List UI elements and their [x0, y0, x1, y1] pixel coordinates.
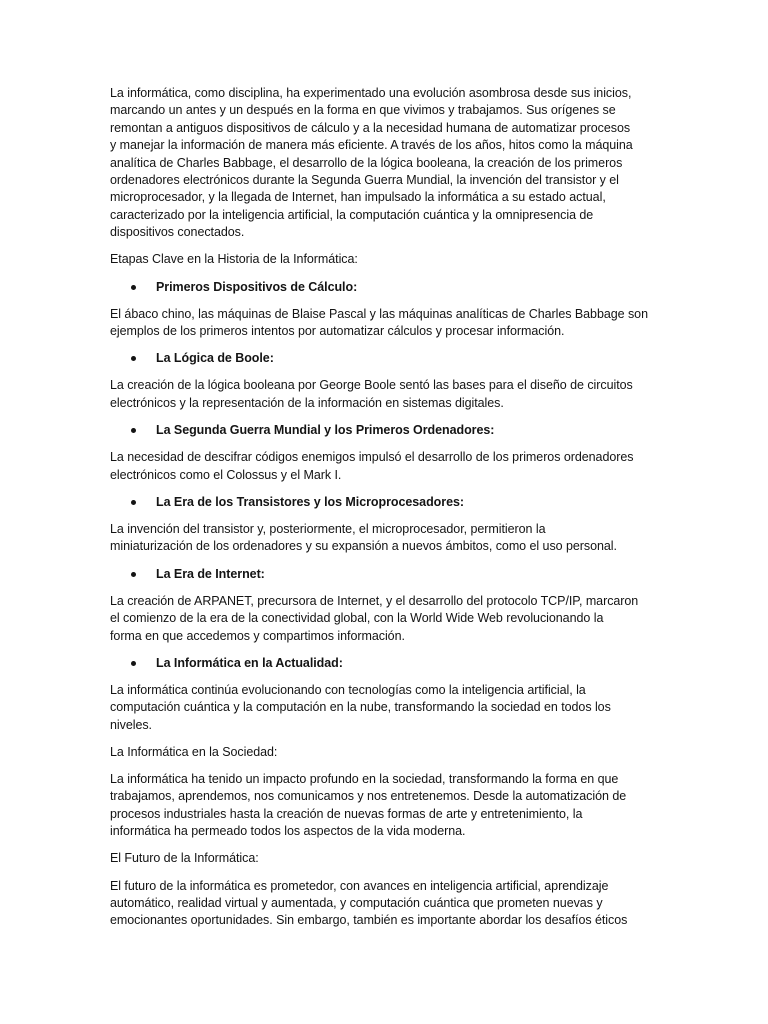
text-line: computación cuántica y la computación en la nube, transformando la sociedad en todos los: [110, 700, 611, 715]
text-line: caracterizado por la inteligencia artificial, la computación cuántica y la omnipresencia de: [110, 207, 594, 222]
list-item-title: Primeros Dispositivos de Cálculo:: [156, 279, 358, 294]
list-item-transistores: [110, 494, 710, 511]
etapa-paragraph: [110, 593, 710, 645]
text-line: dispositivos conectados.: [110, 225, 245, 240]
list-item-primeros-dispositivos: [110, 279, 710, 296]
bullet-icon: [131, 572, 136, 577]
text-line: microprocesador, y la llegada de Internet, han impulsado la informática a su estado actual,: [110, 190, 606, 205]
intro-paragraph: [110, 85, 710, 242]
list-item-title: La Segunda Guerra Mundial y los Primeros Ordenadores:: [156, 423, 495, 438]
text-line: informática ha permeado todos los aspectos de la vida moderna.: [110, 824, 466, 839]
text-line: La invención del transistor y, posteriormente, el microprocesador, permitieron la: [110, 521, 546, 536]
list-item-actualidad: [110, 655, 710, 672]
text-line: ordenadores electrónicos durante la Segunda Guerra Mundial, la invención del transistor y el: [110, 172, 619, 187]
bullet-icon: [131, 500, 136, 505]
text-line: La creación de ARPANET, precursora de Internet, y el desarrollo del protocolo TCP/IP, marcaron: [110, 593, 639, 608]
etapa-paragraph: [110, 449, 710, 484]
text-line: trabajamos, aprendemos, nos comunicamos y nos entretenemos. Desde la automatización de: [110, 789, 627, 804]
text-line: miniaturización de los ordenadores y su expansión a nuevos ámbitos, como el uso personal.: [110, 539, 617, 554]
text-line: remontan a antiguos dispositivos de cálculo y a la necesidad humana de automatizar procesos: [110, 120, 631, 135]
text-line: electrónicos como el Colossus y el Mark I.: [110, 467, 342, 482]
list-item-title: La Lógica de Boole:: [156, 351, 274, 366]
bullet-icon: [131, 356, 136, 361]
text-line: y manejar la información de manera más eficiente. A través de los años, hitos como la máquina: [110, 138, 633, 153]
sociedad-heading: [110, 744, 710, 761]
text-line: el comienzo de la era de la conectividad global, con la World Wide Web revolucionando la: [110, 611, 604, 626]
etapa-paragraph: [110, 521, 710, 556]
section-heading: Etapas Clave en la Historia de la Informática:: [110, 252, 358, 267]
bullet-icon: [131, 428, 136, 433]
text-line: emocionantes oportunidades. Sin embargo, también es importante abordar los desafíos éticos: [110, 913, 628, 928]
text-line: La informática continúa evolucionando con tecnologías como la inteligencia artificial, la: [110, 682, 586, 697]
bullet-icon: [131, 285, 136, 290]
text-line: analítica de Charles Babbage, el desarrollo de la lógica booleana, la creación de los primeros: [110, 155, 623, 170]
bullet-icon: [131, 661, 136, 666]
futuro-heading: [110, 850, 710, 867]
list-item-title: La Era de Internet:: [156, 566, 265, 581]
list-item-title: La Informática en la Actualidad:: [156, 655, 343, 670]
text-line: El futuro de la informática es prometedor, con avances en inteligencia artificial, aprendizaje: [110, 878, 609, 893]
text-line: La creación de la lógica booleana por George Boole sentó las bases para el diseño de circuitos: [110, 378, 633, 393]
etapas-heading: [110, 251, 710, 268]
list-item-logica-boole: [110, 350, 710, 367]
document-body: [110, 85, 710, 940]
section-heading: La Informática en la Sociedad:: [110, 744, 278, 759]
futuro-paragraph: [110, 878, 710, 930]
section-heading: El Futuro de la Informática:: [110, 851, 259, 866]
etapa-paragraph: [110, 306, 710, 341]
text-line: marcando un antes y un después en la forma en que vivimos y trabajamos. Sus orígenes se: [110, 103, 616, 118]
sociedad-paragraph: [110, 771, 710, 841]
etapa-paragraph: [110, 377, 710, 412]
text-line: niveles.: [110, 717, 152, 732]
text-line: electrónicos y la representación de la información en sistemas digitales.: [110, 395, 504, 410]
text-line: La necesidad de descifrar códigos enemigos impulsó el desarrollo de los primeros ordenadores: [110, 450, 634, 465]
text-line: La informática ha tenido un impacto profundo en la sociedad, transformando la forma en que: [110, 772, 619, 787]
etapa-paragraph: [110, 682, 710, 734]
text-line: La informática, como disciplina, ha experimentado una evolución asombrosa desde sus inicios,: [110, 86, 632, 100]
text-line: ejemplos de los primeros intentos por automatizar cálculos y procesar información.: [110, 324, 565, 339]
list-item-internet: [110, 566, 710, 583]
text-line: El ábaco chino, las máquinas de Blaise Pascal y las máquinas analíticas de Charles Babbage son: [110, 306, 648, 321]
text-line: procesos industriales hasta la creación de nuevas formas de arte y entretenimiento, la: [110, 806, 583, 821]
text-line: forma en que accedemos y compartimos información.: [110, 628, 405, 643]
text-line: automático, realidad virtual y aumentada, y computación cuántica que prometen nuevas y: [110, 896, 603, 910]
list-item-segunda-guerra: [110, 422, 710, 439]
list-item-title: La Era de los Transistores y los Microprocesadores:: [156, 494, 464, 509]
